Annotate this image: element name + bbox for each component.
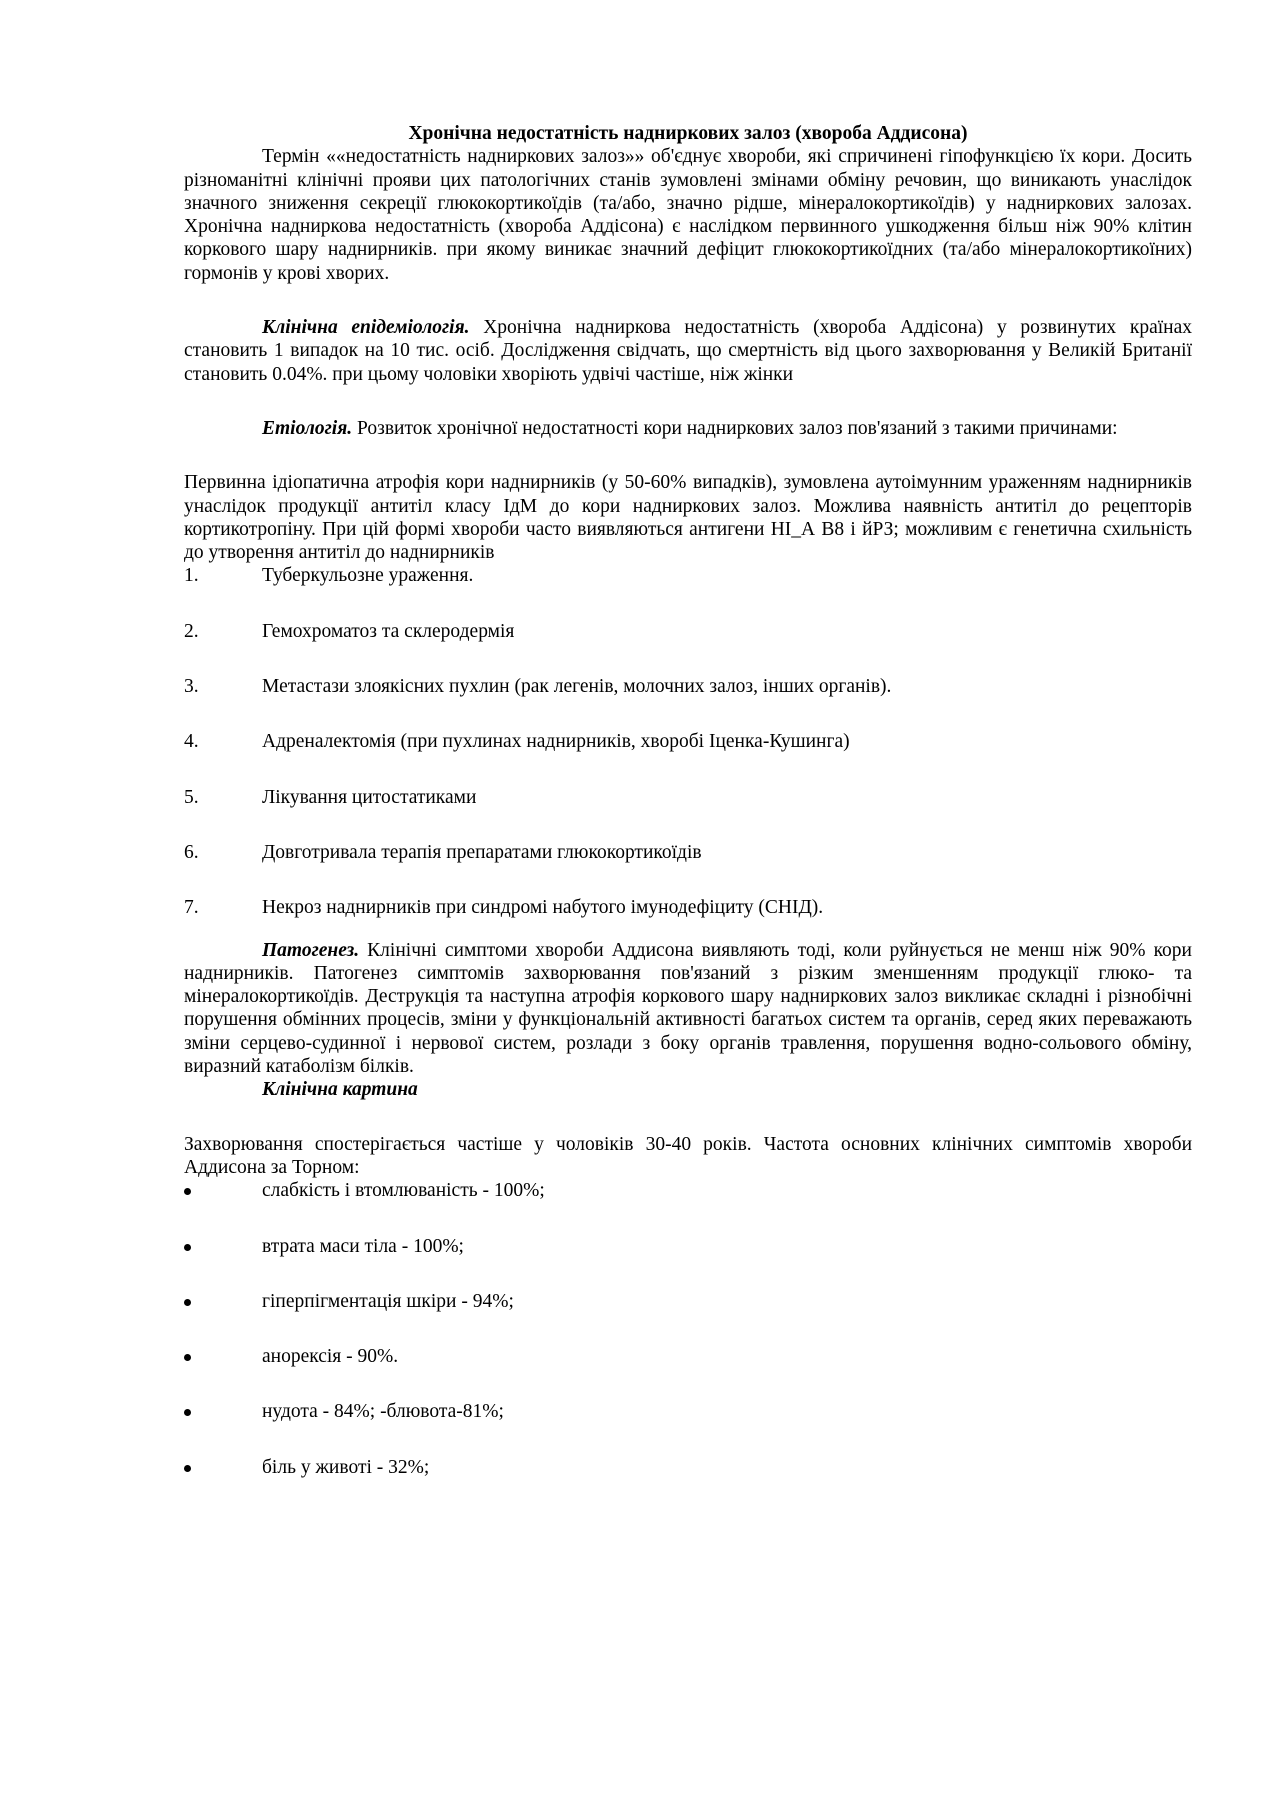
clinical-picture-heading-line bbox=[184, 1078, 1192, 1101]
document-body bbox=[184, 122, 1192, 1479]
pathogenesis-text: Клінічні симптоми хвороби Аддисона виявляють тоді, коли руйнується не менш ніж 90% кори наднирників. Патогенез симптомів захворювання пов'язаний з різким зменшенням продукції глюко- та мінералокортикоїдів. Деструкція та наступна атрофія коркового шару надниркових залоз викликає складні і різнобічні порушення обмінних процесів, зміни у функціональній активності багатьох систем та органів, серед яких переважають зміни серцево-судинної і нервової систем, розлади з боку органів травлення, порушення водно-сольового обміну, виразний катаболізм білків. bbox=[184, 939, 1192, 1078]
list-item-text: слабкість і втомлюваність - 100%; bbox=[262, 1180, 545, 1202]
clinical-picture-heading: Клінічна картина bbox=[262, 1079, 418, 1101]
list-item bbox=[184, 786, 1192, 809]
list-number: 4. bbox=[184, 731, 199, 753]
list-item-text: нудота - 84%; -блювота-81%; bbox=[262, 1401, 504, 1423]
epidemiology-paragraph bbox=[184, 316, 1192, 386]
list-item-text: втрата маси тіла - 100%; bbox=[262, 1235, 464, 1257]
etiology-text: Розвиток хронічної недостатності кори надниркових залоз пов'язаний з такими причинами: bbox=[352, 417, 1118, 439]
list-item-text: анорексія - 90%. bbox=[262, 1346, 399, 1368]
list-item-text: Метастази злоякісних пухлин (рак легенів, молочних залоз, інших органів). bbox=[262, 676, 892, 698]
list-item bbox=[184, 730, 1192, 753]
list-item-text: Некроз наднирників при синдромі набутого імунодефіциту (СНІД). bbox=[262, 897, 824, 919]
list-number: 1. bbox=[184, 565, 199, 587]
list-item bbox=[184, 1456, 1192, 1479]
list-item-text: Адреналектомія (при пухлинах наднирників, хворобі Іценка-Кушинга) bbox=[262, 731, 850, 753]
list-item-text: біль у животі - 32%; bbox=[262, 1456, 430, 1478]
list-item bbox=[184, 1345, 1192, 1368]
list-item-text: гіперпігментація шкіри - 94%; bbox=[262, 1290, 514, 1312]
list-item bbox=[184, 1235, 1192, 1258]
etiology-paragraph bbox=[184, 417, 1192, 440]
causes-list bbox=[184, 564, 1192, 919]
bullet-icon bbox=[184, 1465, 191, 1472]
clinical-picture-paragraph: Захворювання спостерігається частіше у чоловіків 30-40 років. Частота основних клінічних симптомів хвороби Аддисона за Торном: bbox=[184, 1133, 1192, 1178]
epidemiology-heading: Клінічна епідеміологія. bbox=[262, 317, 470, 339]
list-item bbox=[184, 841, 1192, 864]
list-item-text: Лікування цитостатиками bbox=[262, 786, 477, 808]
list-item bbox=[184, 1290, 1192, 1313]
list-item bbox=[184, 675, 1192, 698]
bullet-icon bbox=[184, 1299, 191, 1306]
bullet-icon bbox=[184, 1409, 191, 1416]
bullet-icon bbox=[184, 1188, 191, 1195]
list-number: 7. bbox=[184, 897, 199, 919]
list-item-text: Довготривала терапія препаратами глюкокортикоїдів bbox=[262, 841, 702, 863]
list-number: 2. bbox=[184, 620, 199, 642]
list-item bbox=[184, 896, 1192, 919]
pathogenesis-heading: Патогенез. bbox=[262, 939, 360, 961]
list-item bbox=[184, 620, 1192, 643]
list-item bbox=[184, 564, 1192, 587]
document-title: Хронічна недостатність надниркових залоз (хвороба Аддисона) bbox=[408, 123, 968, 144]
list-number: 6. bbox=[184, 841, 199, 863]
list-number: 3. bbox=[184, 676, 199, 698]
pathogenesis-paragraph bbox=[184, 939, 1192, 1079]
epidemiology-text: Хронічна надниркова недостатність (хвороба Аддісона) у розвинутих країнах становить 1 випадок на 10 тис. осіб. Дослідження свідчать, що смертність від цього захворювання у Великій Британії становить 0.04%. при цьому чоловіки хворіють удвічі частіше, ніж жінки bbox=[184, 317, 1192, 385]
list-item-text: Туберкульозне ураження. bbox=[262, 565, 474, 587]
bullet-icon bbox=[184, 1244, 191, 1251]
list-number: 5. bbox=[184, 786, 199, 808]
etiology-heading: Етіологія. bbox=[262, 417, 353, 439]
bullet-icon bbox=[184, 1354, 191, 1361]
intro-paragraph: Термін ««недостатність надниркових залоз»» об'єднує хвороби, які спричинені гіпофункцією їх кори. Досить різноманітні клінічні прояви цих патологічних станів зумовлені змінами обміну речовин, що виникають унаслідок значного зниження секреції глюкокортикоїдів (та/або, значно рідше, мінералокортикоїдів) у надниркових залозах. Хронічна надниркова недостатність (хвороба Аддісона) є наслідком первинного ушкодження більш ніж 90% клітин коркового шару наднирників. при якому виникає значний дефіцит глюкокортикоїдних (та/або мінералокортикоїних) гормонів у крові хворих. bbox=[184, 146, 1192, 284]
list-item bbox=[184, 1179, 1192, 1202]
symptoms-list bbox=[184, 1179, 1192, 1479]
list-item bbox=[184, 1400, 1192, 1423]
list-item-text: Гемохроматоз та склеродермія bbox=[262, 620, 515, 642]
primary-cause-paragraph: Первинна ідіопатична атрофія кори наднирників (у 50-60% випадків), зумовлена аутоімунним ураженням наднирників унаслідок продукції антитіл класу ІдМ до кори надниркових залоз. Можлива наявність антитіл до рецепторів кортикотропіну. При цій формі хвороби часто виявляються антигени НІ_А В8 і йРЗ; можливим є генетична схильність до утворення антитіл до наднирників bbox=[184, 472, 1192, 564]
